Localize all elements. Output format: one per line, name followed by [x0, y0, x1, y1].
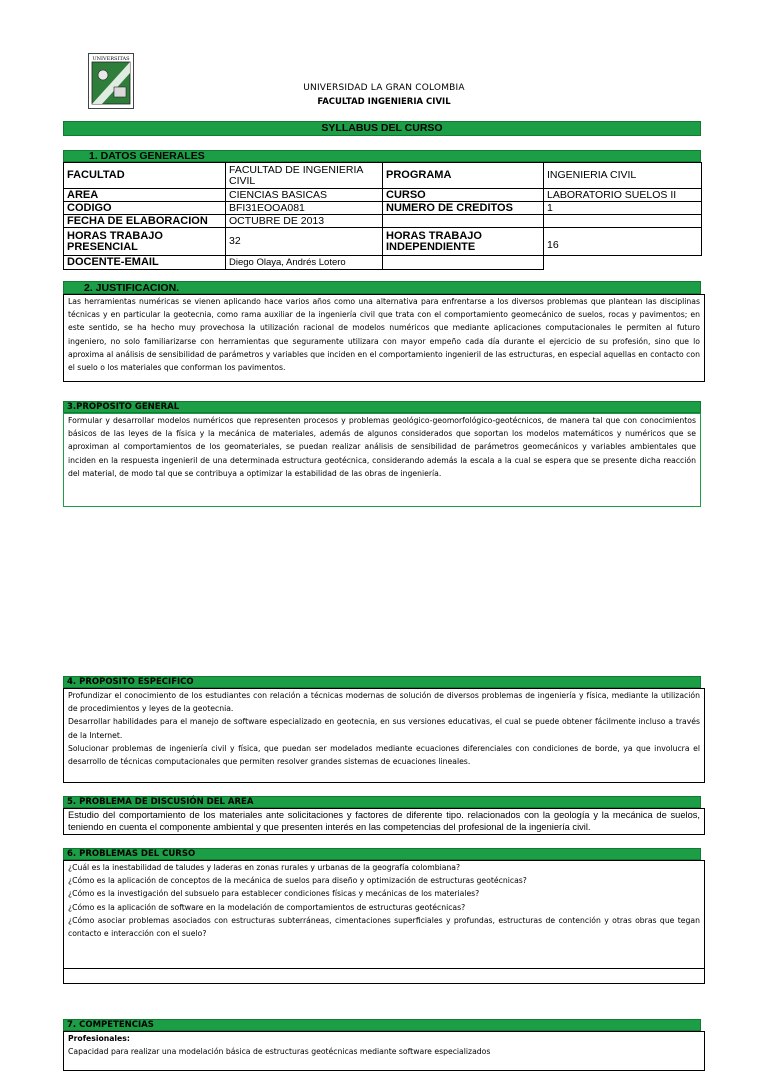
proposito-especifico-item: Profundizar el conocimiento de los estudiantes con relación a técnicas modernas de solución de diversos problemas de ingeniería y física, mediante la utilización de procedimientos y leyes de la geotecnia. — [68, 691, 700, 714]
label-codigo: CODIGO — [64, 202, 226, 215]
problema-discusion-box — [63, 808, 705, 835]
table-row — [64, 189, 702, 202]
problemas-curso-item: ¿Cómo es la aplicación de conceptos de la mecánica de suelos para diseño y optimización de estructuras geotécnicas? — [68, 876, 527, 886]
label-fecha: FECHA DE ELABORACION — [64, 215, 226, 228]
table-row — [64, 163, 702, 189]
value-creditos: 1 — [544, 202, 702, 215]
label-facultad: FACULTAD — [64, 163, 226, 189]
value-fecha: OCTUBRE DE 2013 — [226, 215, 383, 228]
problema-discusion-heading: 5. PROBLEMA DE DISCUSIÓN DEL AREA — [63, 796, 701, 808]
value-horas-independiente: 16 — [544, 228, 702, 256]
datos-generales-heading-text: 1. DATOS GENERALES — [89, 150, 205, 162]
value-docente: Diego Olaya, Andrés Lotero — [226, 256, 383, 270]
label-curso: CURSO — [383, 189, 544, 202]
problema-discusion-text: Estudio del comportamiento de los materiales ante solicitaciones y factores de diferente tipo. relacionados con la geología y la mecánica de suelos, teniendo en cuenta el componente ambiental y que presenten interés en las competencias del profesional de la ingeniería civil. — [68, 810, 700, 832]
table-row — [64, 215, 702, 228]
problemas-curso-divider — [64, 968, 704, 969]
competencias-sub: Profesionales: — [68, 1034, 130, 1043]
problemas-curso-item: ¿Cómo es la aplicación de software en la modelación de comportamientos de estructuras geotécnicas? — [68, 902, 466, 912]
datos-generales-table — [63, 162, 702, 270]
proposito-especifico-box — [63, 688, 705, 783]
university-name: UNIVERSIDAD LA GRAN COLOMBIA — [303, 83, 465, 93]
table-row — [64, 256, 702, 270]
proposito-especifico-heading: 4. PROPOSITO ESPECIFICO — [63, 676, 701, 688]
proposito-general-text: Formular y desarrollar modelos numéricos que representen procesos y problemas geológico-geomorfológico-geotécnicos, de manera tal que con conocimientos básicos de las leyes de la física y la mecánica de materiales, además de algunos considerados que soportan los modelos matemáticos y numéricos que se aproximan al comportamientos de los geomateriales, se puedan realizar análisis de sensibilidad de parámetros geomecánicos y variables ambientales que inciden en la respuesta ingenieril de una determinada estructura geotécnica, considerando además la escala a la cual se espera que se presente dicha reacción del material, de modo tal que se contribuya a optimizar la estabilidad de las obras de ingeniería. — [68, 416, 696, 478]
competencias-heading: 7. COMPETENCIAS — [63, 1019, 701, 1031]
label-horas-independiente: HORAS TRABAJO INDEPENDIENTE — [383, 228, 544, 256]
faculty-name: FACULTAD INGENIERIA CIVIL — [317, 97, 451, 107]
table-row — [64, 228, 702, 256]
label-horas-presencial: HORAS TRABAJO PRESENCIAL — [64, 228, 226, 256]
table-row — [64, 202, 702, 215]
problemas-curso-heading: 6. PROBLEMAS DEL CURSO — [63, 848, 701, 860]
problemas-curso-item: ¿Cómo asociar problemas asociados con estructuras subterráneas, cimentaciones superficiales y profundas, estructuras de contención y otras obras que tegan contacto e interacción con el suelo? — [68, 915, 700, 939]
label-area: AREA — [64, 189, 226, 202]
svg-text:UNIVERSITAS: UNIVERSITAS — [92, 56, 130, 62]
justificacion-text: Las herramientas numéricas se vienen aplicando hace varios años como una alternativa para enfrentarse a los diversos problemas que plantean las disciplinas técnicas y en particular la geotecnia, como rama auxiliar de la ingeniería civil que trata con el comportamiento geomecánico de suelos, rocas y pavimentos; en este sentido, se ha hecho muy provechosa la utilización racional de modelos numéricos que mediante aplicaciones computacionales le permiten al futuro ingeniero, no solo familiarizarse con herramientas que seguramente utilizara con mayor empeño cada día durante el ejercicio de su profesión, sino que lo aproxima al análisis de sensibilidad de parámetros y variables que inciden en el comportamiento ingenieril de las estructuras, en especial aquellas en contacto con el suelo o los materiales que conforman los pavimentos. — [68, 297, 700, 373]
label-creditos: NUMERO DE CREDITOS — [383, 202, 544, 215]
value-curso: LABORATORIO SUELOS II — [544, 189, 702, 202]
proposito-general-heading: 3.PROPOSITO GENERAL — [63, 401, 701, 413]
proposito-general-box — [63, 413, 701, 507]
proposito-especifico-item: Desarrollar habilidades para el manejo de software especializado en geotecnia, en sus versiones educativas, el cual se puede obtener fácilmente incluso a través de la Internet. — [68, 717, 700, 740]
competencias-text: Capacidad para realizar una modelación básica de estructuras geotécnicas mediante software especializados — [68, 1047, 491, 1057]
value-facultad: FACULTAD DE INGENIERIA CIVIL — [226, 163, 383, 189]
value-codigo: BFI31EOOA081 — [226, 202, 383, 215]
empty-cell — [544, 256, 702, 270]
value-programa: INGENIERIA CIVIL — [544, 163, 702, 189]
datos-generales-heading — [63, 150, 701, 162]
empty-cell — [544, 215, 702, 228]
proposito-especifico-item: Solucionar problemas de ingeniería civil y física, que puedan ser modelados mediante ecuaciones diferenciales con condiciones de borde, ya que involucra el desarrollo de técnicas computacionales que permiten resolver grandes sistemas de ecuaciones lineales. — [68, 743, 700, 767]
empty-cell — [383, 215, 544, 228]
competencias-box — [63, 1031, 705, 1071]
value-area: CIENCIAS BASICAS — [226, 189, 383, 202]
justificacion-box — [63, 294, 705, 382]
syllabus-title: SYLLABUS DEL CURSO — [63, 121, 701, 136]
label-programa: PROGRAMA — [383, 163, 544, 189]
value-horas-presencial: 32 — [226, 228, 383, 256]
problemas-curso-item: ¿Cómo es la investigación del subsuelo para establecer condiciones físicas y mecánicas de los materiales? — [68, 889, 480, 899]
label-docente: DOCENTE-EMAIL — [64, 256, 226, 270]
justificacion-heading: 2. JUSTIFICACION. — [63, 281, 701, 294]
empty-cell — [383, 256, 544, 270]
problemas-curso-box — [63, 860, 705, 984]
problemas-curso-item: ¿Cuál es la inestabilidad de taludes y laderas en zonas rurales y urbanas de la geografía colombiana? — [68, 863, 461, 872]
